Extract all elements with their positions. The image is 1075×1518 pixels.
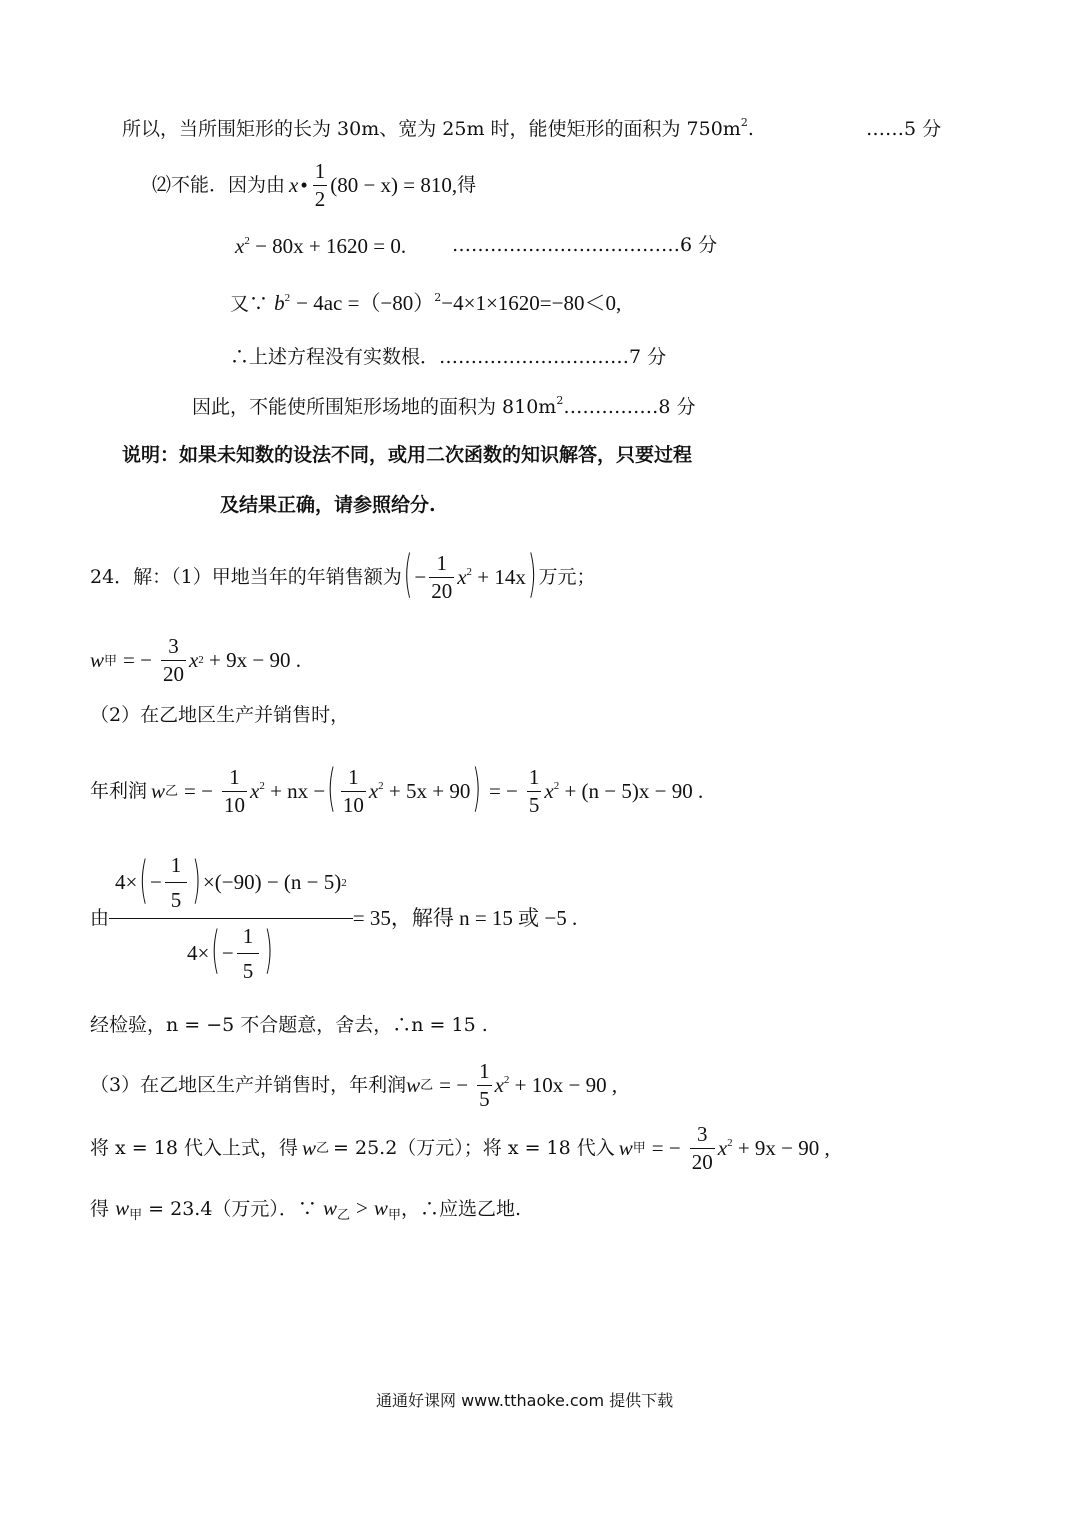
- q24-part2-heading: （2）在乙地区生产并销售时，: [90, 704, 350, 726]
- final-line: 得 $w_甲 = 23.4$（万元）．∵ $w_乙 > w_甲$，∴应选乙地.: [90, 1196, 521, 1223]
- note-line-1: 说明：如果未知数的设法不同，或用二次函数的知识解答，只要过程: [122, 444, 693, 466]
- w-jia-formula: w 甲 = − $\frac{3}{20}$ x 2 + 9x − 90 .: [90, 634, 301, 686]
- score-6: ………………………………6 分: [452, 234, 718, 256]
- q24-part3: （3）在乙地区生产并销售时，年利润 w 乙 = − $\frac{1}{5}$ $x^2 + 10x - 90$ ,: [90, 1059, 618, 1111]
- footer-credit: 通通好课网 www.tthaoke.com 提供下载: [376, 1391, 674, 1410]
- discriminant-line: 又∵ $b^2 - 4ac =(-80)^2-4\times 1\times 1620=-80<0$,: [230, 291, 622, 315]
- vertex-equation: 由 4× ( − $\frac{1}{5}$ ) ×(−90) − (n − 5) 2 4× ( − $\frac{1}{5}$ ) = 35，解得 n = 15 或 −5 .: [90, 853, 578, 983]
- q24-part1: 24．解：（1）甲地当年的年销售额为 ( − $\frac{1}{20}$ $x^2 + 14x$ ) 万元；: [90, 547, 596, 605]
- answer-line-23-2: ⑵不能．因为由 x • $\frac{1}{2}$ (80 − x) = 810, 得: [152, 159, 477, 211]
- substitution-line: 将 x = 18 代入上式，得 w 乙 = 25.2（万元）；将 x = 18 代入 w 甲 = − $\frac{3}{20}$ $x^2 + 9x - 90$ ,: [90, 1122, 830, 1174]
- score-5: ……5 分: [866, 118, 942, 140]
- max-value-fraction: 4× ( − $\frac{1}{5}$ ) ×(−90) − (n − 5) 2 4× ( − $\frac{1}{5}$ ): [109, 854, 353, 981]
- check-line: 经检验，n = −5 不合题意，舍去，∴n = 15 .: [90, 1014, 488, 1036]
- conclusion-line: 因此，不能使所围矩形场地的面积为 $810m^2\dots\dots\dots\dots\dots 8$ 分: [192, 394, 696, 418]
- answer-line-23-1: 所以，当所围矩形的长为 30m、宽为 25m 时，能使矩形的面积为 $750m^2$.: [122, 116, 754, 140]
- no-real-roots-line: ∴上述方程没有实数根．…………………………7 分: [230, 346, 667, 368]
- note-line-2: 及结果正确，请参照给分.: [220, 494, 436, 516]
- equation-quadratic: $x^2 - 80x + 1620 = 0$.: [235, 234, 407, 258]
- fraction-half: $\frac{1}{2}$: [314, 159, 326, 211]
- profit-yi-formula: 年利润 w 乙 = − $\frac{1}{10}$ $x^2$ + nx − ( $\frac{1}{10}$ $x^2 + 5x + 90$ ) = − $\frac{1}{5}$ $x^2 + (n - 5)x - 90$ .: [90, 761, 704, 819]
